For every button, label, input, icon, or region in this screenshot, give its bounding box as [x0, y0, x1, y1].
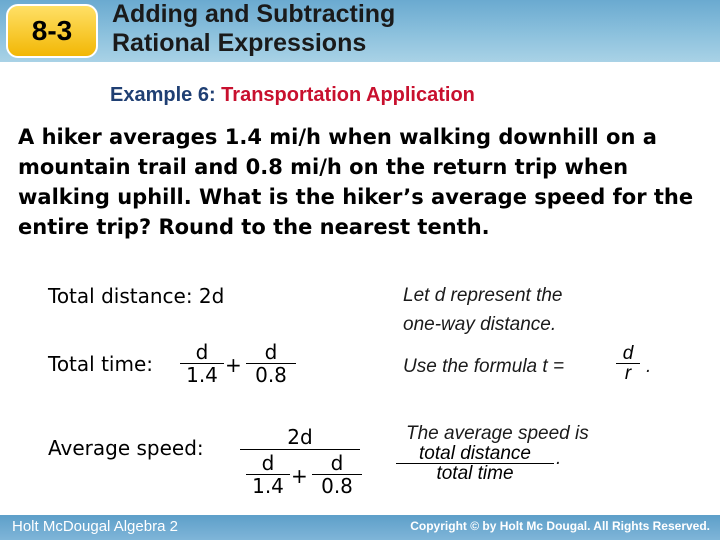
lesson-title-line1: Adding and Subtracting — [112, 0, 396, 28]
footer-publisher: Holt McDougal Algebra 2 — [12, 518, 178, 535]
fraction-numerator: d — [264, 340, 278, 364]
fraction-numerator: total distance — [419, 443, 531, 464]
fraction-denominator: 0.8 — [321, 474, 353, 498]
note-formula-fraction — [616, 344, 640, 383]
fraction-average-speed — [240, 425, 360, 450]
fraction-numerator: d — [622, 343, 634, 364]
note-average-speed-fraction — [396, 444, 554, 483]
note-average-speed-suffix: . — [556, 448, 562, 469]
header-bar — [0, 0, 720, 62]
problem-text: A hiker averages 1.4 mi/h when walking downhill on a mountain trail and 0.8 mi/h on the return trip when walking uphill. What is the hiker’s average speed for the entire trip? Round to the nearest tenth. — [18, 125, 694, 239]
total-distance-label: Total distance: 2d — [48, 284, 225, 308]
fraction-numerator: 2d — [287, 425, 313, 449]
plus-sign: + — [291, 464, 308, 488]
fraction-time-uphill — [246, 341, 296, 386]
footer-copyright: Copyright © by Holt Mc Dougal. All Rights Reserved. — [410, 519, 710, 533]
fraction-numerator: d — [195, 340, 209, 364]
fraction-denominator: r — [624, 363, 632, 384]
note-let-d-line2: one-way distance. — [403, 314, 557, 335]
footer-bar — [0, 515, 720, 540]
lesson-title — [112, 0, 612, 58]
fraction-numerator: d — [330, 451, 344, 475]
fraction-time-uphill-2 — [312, 452, 362, 497]
fraction-time-downhill-2 — [246, 452, 290, 497]
total-time-label: Total time: — [48, 352, 153, 376]
fraction-time-downhill — [180, 341, 224, 386]
fraction-denominator: 1.4 — [252, 474, 284, 498]
note-formula-prefix: Use the formula t = — [403, 356, 565, 377]
average-speed-label: Average speed: — [48, 436, 204, 460]
note-average-speed-line1: The average speed is — [406, 423, 589, 444]
lesson-number-badge: 8-3 — [6, 4, 98, 58]
lesson-title-line2: Rational Expressions — [112, 29, 367, 57]
fraction-denominator: 0.8 — [255, 363, 287, 387]
example-label: Example 6: — [110, 84, 216, 106]
fraction-numerator: d — [261, 451, 275, 475]
example-subtitle: Transportation Application — [221, 84, 475, 106]
fraction-denominator: total time — [436, 463, 514, 484]
note-formula-suffix: . — [646, 356, 652, 377]
plus-sign: + — [225, 353, 242, 377]
fraction-denominator: 1.4 — [186, 363, 218, 387]
note-let-d-line1: Let d represent the — [403, 285, 563, 306]
fraction-bar — [240, 449, 360, 450]
example-heading — [110, 84, 475, 107]
